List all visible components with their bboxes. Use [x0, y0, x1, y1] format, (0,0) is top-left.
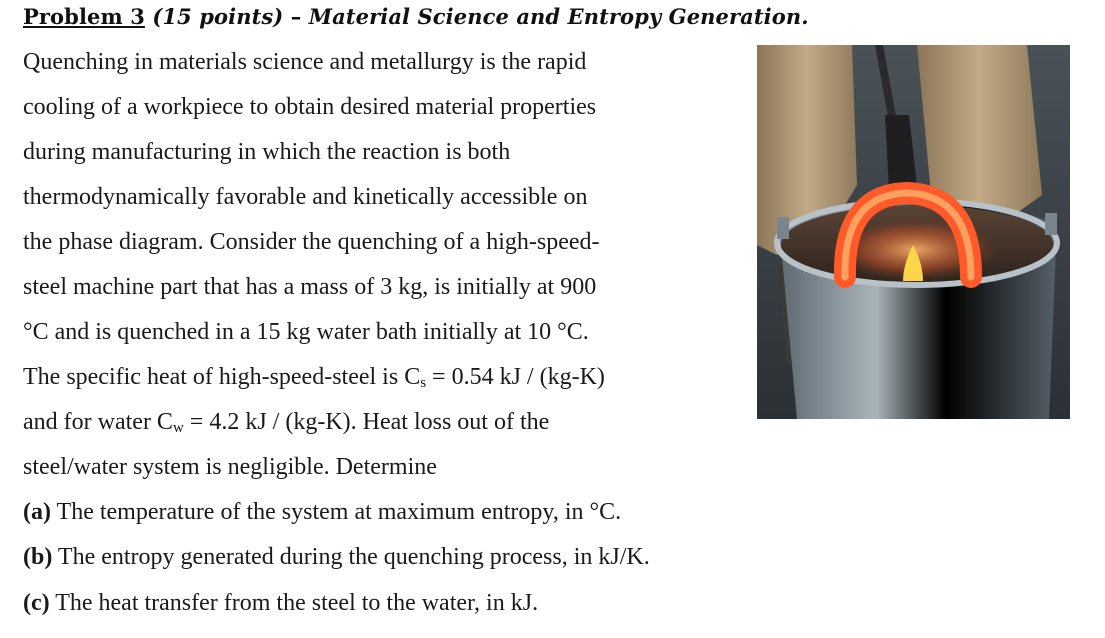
water-cp-subscript: w: [172, 420, 184, 436]
steel-cp-value: = 0.54 kJ / (kg-K): [426, 364, 605, 390]
question-text: The entropy generated during the quenching process, in kJ/K.: [52, 544, 650, 570]
question-text: The temperature of the system at maximum entropy, in °C.: [50, 499, 622, 525]
statement-line: steel/water system is negligible. Determine: [23, 454, 437, 480]
steel-cp-subscript: s: [420, 375, 427, 391]
specific-heat-steel-line: [23, 364, 605, 392]
problem-title: [23, 4, 809, 29]
bucket-handle-bracket: [777, 217, 789, 239]
problem-number: Problem 3: [23, 4, 145, 29]
water-cp-value: = 4.2 kJ / (kg-K). Heat loss out of the: [183, 409, 550, 435]
question-text: The heat transfer from the steel to the water, in kJ.: [49, 590, 539, 616]
water-cp-text: and for water C: [23, 409, 173, 435]
quenching-illustration: [757, 45, 1070, 419]
question-label: (b): [23, 544, 53, 570]
steel-cp-text: The specific heat of high-speed-steel is C: [23, 364, 421, 390]
problem-topic: Material Science and Entropy Generation.: [308, 4, 809, 29]
question-a: [23, 499, 621, 526]
bucket-handle-bracket: [1045, 213, 1057, 235]
statement-line: thermodynamically favorable and kinetically accessible on: [23, 184, 588, 210]
statement-line: Quenching in materials science and metallurgy is the rapid: [23, 49, 587, 75]
statement-line: steel machine part that has a mass of 3 kg, is initially at 900: [23, 274, 597, 300]
problem-points: (15 points): [152, 4, 284, 29]
title-dash: –: [290, 4, 302, 29]
statement-line: °C and is quenched in a 15 kg water bath initially at 10 °C.: [23, 319, 589, 345]
statement-line: the phase diagram. Consider the quenching of a high-speed-: [23, 229, 600, 255]
question-label: (c): [23, 590, 50, 616]
question-b: [23, 544, 650, 571]
specific-heat-water-line: [23, 409, 549, 437]
quenching-photo: [757, 45, 1070, 419]
statement-line: cooling of a workpiece to obtain desired material properties: [23, 94, 597, 120]
statement-line: during manufacturing in which the reaction is both: [23, 139, 511, 165]
question-label: (a): [23, 499, 51, 525]
question-c: [23, 590, 538, 617]
